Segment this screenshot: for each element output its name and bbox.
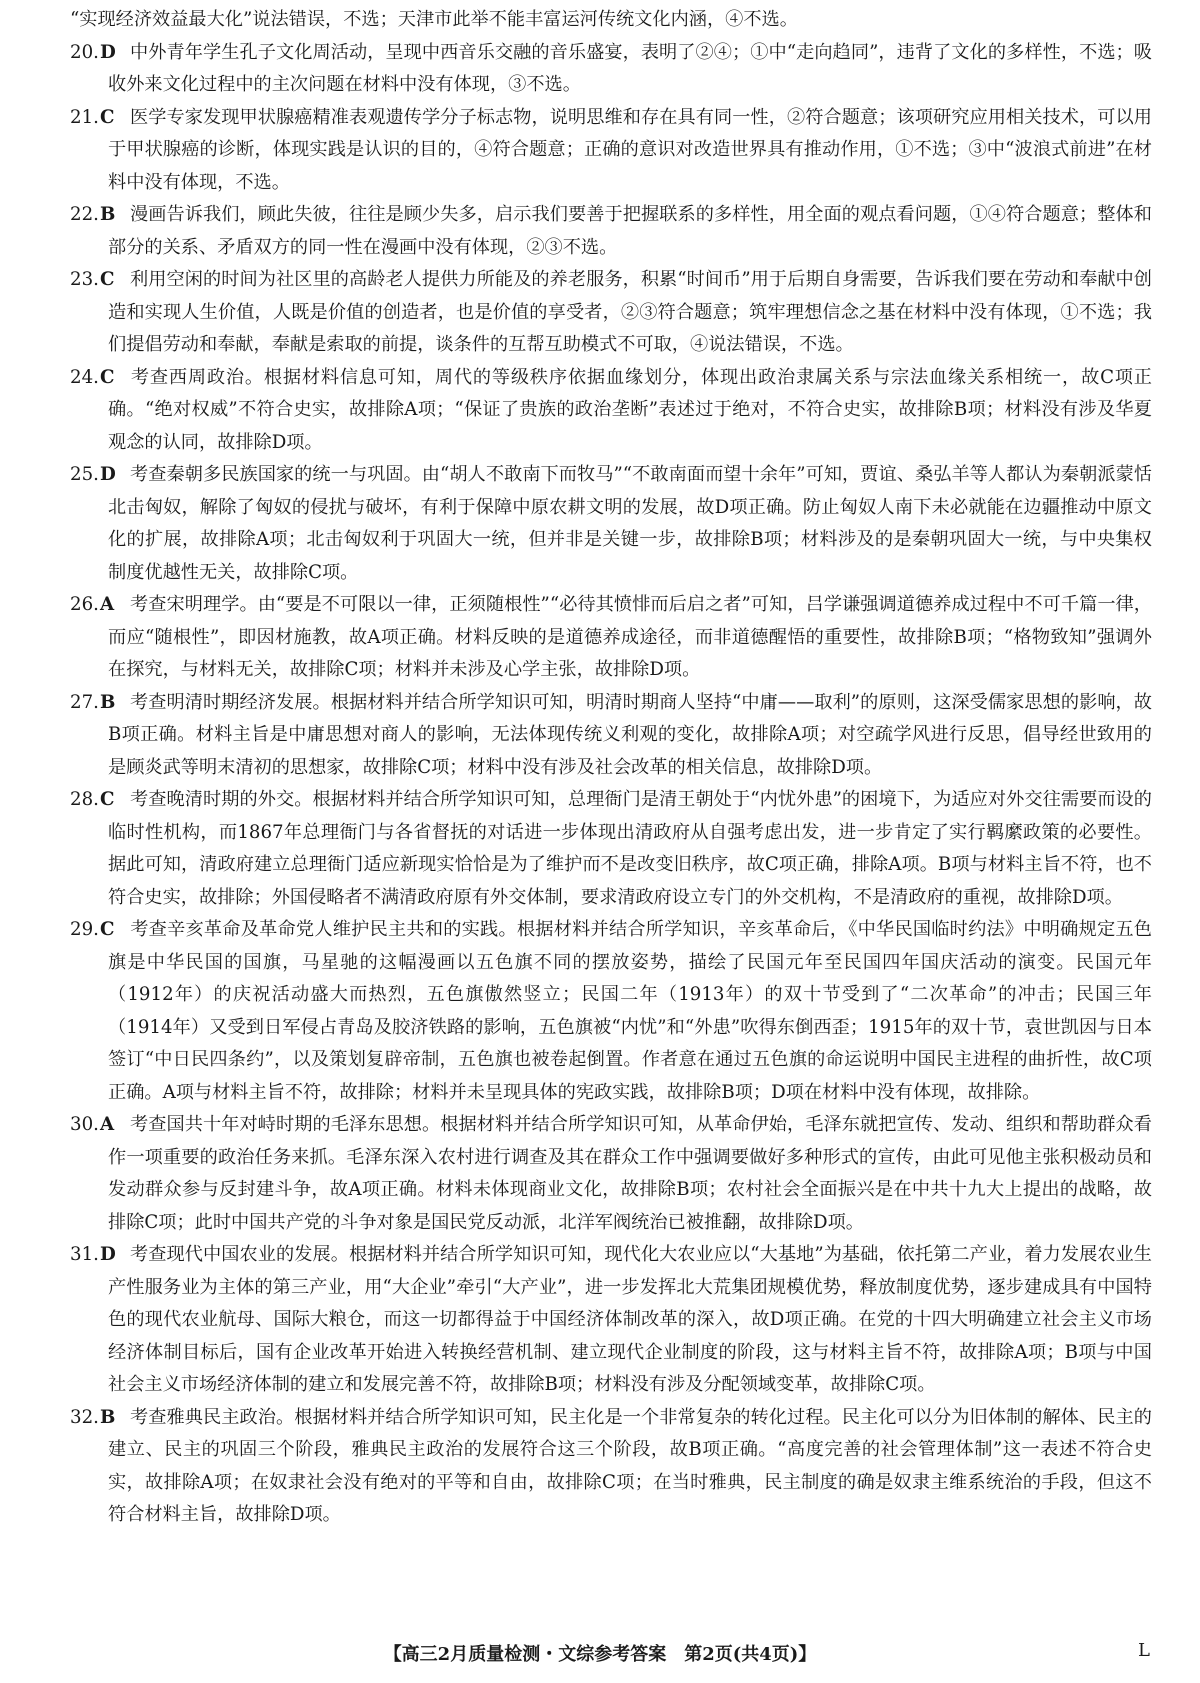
answer-letter: D: [100, 464, 116, 485]
answer-item: [70, 1109, 1152, 1239]
answer-explanation: 考查秦朝多民族国家的统一与巩固。由“胡人不敢南下而牧马”“不敢南面而望十余年”可知，贾谊、桑弘羊等人都认为秦朝派蒙恬北击匈奴，解除了匈奴的侵扰与破坏，有利于保障中原农耕文明的发展，故D项正确。防止匈奴人南下未必就能在边疆推动中原文化的扩展，故排除A项；北击匈奴利于巩固大一统，但并非是关键一步，故排除B项；材料涉及的是秦朝巩固大一统，与中央集权制度优越性无关，故排除C项。: [108, 464, 1152, 583]
answer-letter: A: [100, 594, 115, 615]
answer-item: [70, 1402, 1152, 1532]
question-number: 32.: [70, 1406, 99, 1428]
question-number: 26.: [70, 594, 99, 615]
answer-explanation: 考查国共十年对峙时期的毛泽东思想。根据材料并结合所学知识可知，从革命伊始，毛泽东就把宣传、发动、组织和帮助群众看作一项重要的政治任务来抓。毛泽东深入农村进行调查及其在群众工作中强调要做好多种形式的宣传，由此可见他主张积极动员和发动群众参与反封建斗争，故A项正确。材料未体现商业文化，故排除B项；农村社会全面振兴是在中共十九大上提出的战略，故排除C项；此时中国共产党的斗争对象是国民党反动派，北洋军阀统治已被推翻，故排除D项。: [108, 1114, 1152, 1233]
question-number: 23.: [70, 269, 99, 290]
footer-mark: L: [1138, 1640, 1150, 1661]
answer-letter: D: [100, 1244, 116, 1265]
answer-letter: C: [100, 919, 115, 940]
question-number: 21.: [70, 106, 99, 128]
answer-item: [70, 199, 1152, 264]
answer-list: [70, 37, 1152, 1532]
question-number: 25.: [70, 464, 99, 485]
question-number: 29.: [70, 919, 99, 940]
answer-explanation: 考查宋明理学。由“要是不可限以一律，正须随根性”“必待其愤悱而后启之者”可知，吕学谦强调道德养成过程中不可千篇一律，而应“随根性”，即因材施教，故A项正确。材料反映的是道德养成途径，而非道德醒悟的重要性，故排除B项；“格物致知”强调外在探究，与材料无关，故排除C项；材料并未涉及心学主张，故排除D项。: [108, 594, 1152, 680]
answer-explanation: 考查晚清时期的外交。根据材料并结合所学知识可知，总理衙门是清王朝处于“内忧外患”的困境下，为适应对外交往需要而设的临时性机构，而1867年总理衙门与各省督抚的对话进一步体现出清政府从自强考虑出发，进一步肯定了实行羁縻政策的必要性。据此可知，清政府建立总理衙门适应新现实恰恰是为了维护而不是改变旧秩序，故C项正确，排除A项。B项与材料主旨不符，也不符合史实，故排除；外国侵略者不满清政府原有外交体制，要求清政府设立专门的外交机构，不是清政府的重视，故排除D项。: [108, 789, 1152, 908]
answer-item: [70, 914, 1152, 1109]
answer-letter: C: [100, 366, 115, 388]
answer-explanation: 医学专家发现甲状腺癌精准表观遗传学分子标志物，说明思维和存在具有同一性，②符合题意；该项研究应用相关技术，可以用于甲状腺癌的诊断，体现实践是认识的目的，④符合题意；正确的意识对改造世界具有推动作用，①不选；③中“波浪式前进”在材料中没有体现，不选。: [108, 106, 1152, 193]
answer-explanation: 考查西周政治。根据材料信息可知，周代的等级秩序依据血缘划分，体现出政治隶属关系与宗法血缘关系相统一，故C项正确。“绝对权威”不符合史实，故排除A项；“保证了贵族的政治垄断”表述过于绝对，不符合史实，故排除B项；材料没有涉及华夏观念的认同，故排除D项。: [108, 366, 1152, 453]
answer-item: [70, 459, 1152, 589]
answer-explanation: 考查明清时期经济发展。根据材料并结合所学知识可知，明清时期商人坚持“中庸——取利”的原则，这深受儒家思想的影响，故B项正确。材料主旨是中庸思想对商人的影响，无法体现传统义利观的变化，故排除A项；对空疏学风进行反思，倡导经世致用的是顾炎武等明末清初的思想家，故排除C项；材料中没有涉及社会改革的相关信息，故排除D项。: [108, 691, 1152, 778]
answer-letter: C: [100, 106, 115, 128]
answer-letter: A: [100, 1114, 115, 1135]
question-number: 28.: [70, 789, 99, 810]
answer-explanation: 考查辛亥革命及革命党人维护民主共和的实践。根据材料并结合所学知识，辛亥革命后，《中华民国临时约法》中明确规定五色旗是中华民国的国旗，马星驰的这幅漫画以五色旗不同的摆放姿势，描绘了民国元年至民国四年国庆活动的演变。民国元年（1912年）的庆祝活动盛大而热烈，五色旗傲然竖立；民国二年（1913年）的双十节受到了“二次革命”的冲击；民国三年（1914年）又受到日军侵占青岛及胶济铁路的影响，五色旗被“内忧”和“外患”吹得东倒西歪；1915年的双十节，袁世凯因与日本签订“中日民四条约”，以及策划复辟帝制，五色旗也被卷起倒置。作者意在通过五色旗的命运说明中国民主进程的曲折性，故C项正确。A项与材料主旨不符，故排除；材料并未呈现具体的宪政实践，故排除B项；D项在材料中没有体现，故排除。: [108, 919, 1152, 1103]
answer-item: [70, 1239, 1152, 1402]
answer-letter: B: [100, 204, 116, 225]
answer-letter: B: [100, 691, 116, 713]
answer-item: [70, 362, 1152, 460]
answer-letter: C: [100, 789, 115, 810]
answer-letter: D: [100, 41, 116, 63]
answer-explanation: 考查雅典民主政治。根据材料并结合所学知识可知，民主化是一个非常复杂的转化过程。民主化可以分为旧体制的解体、民主的建立、民主的巩固三个阶段，雅典民主政治的发展符合这三个阶段，故B项正确。“高度完善的社会管理体制”这一表述不符合史实，故排除A项；在奴隶社会没有绝对的平等和自由，故排除C项；在当时雅典，民主制度的确是奴隶主维系统治的手段，但这不符合材料主旨，故排除D项。: [108, 1406, 1152, 1525]
answer-letter: C: [100, 269, 115, 290]
answer-content: [70, 4, 1152, 1532]
answer-item: [70, 102, 1152, 200]
answer-item: [70, 784, 1152, 914]
answer-item: [70, 264, 1152, 362]
question-number: 20.: [70, 41, 99, 63]
question-number: 30.: [70, 1114, 99, 1135]
question-number: 27.: [70, 691, 99, 713]
answer-item: [70, 687, 1152, 785]
question-number: 31.: [70, 1244, 99, 1265]
answer-letter: B: [100, 1406, 116, 1428]
answer-explanation: 中外青年学生孔子文化周活动，呈现中西音乐交融的音乐盛宴，表明了②④；①中“走向趋同”，违背了文化的多样性，不选；吸收外来文化过程中的主次问题在材料中没有体现，③不选。: [108, 41, 1152, 95]
question-number: 24.: [70, 366, 99, 388]
answer-explanation: 考查现代中国农业的发展。根据材料并结合所学知识可知，现代化大农业应以“大基地”为基础，依托第二产业，着力发展农业生产性服务业为主体的第三产业，用“大企业”牵引“大产业”，进一步发挥北大荒集团规模优势，释放制度优势，逐步建成具有中国特色的现代农业航母、国际大粮仓，而这一切都得益于中国经济体制改革的深入，故D项正确。在党的十四大明确建立社会主义市场经济体制目标后，国有企业改革开始进入转换经营机制、建立现代企业制度的阶段，这与材料主旨不符，故排除A项；B项与中国社会主义市场经济体制的建立和发展完善不符，故排除B项；材料没有涉及分配领域变革，故排除C项。: [108, 1244, 1152, 1395]
answer-explanation: 利用空闲的时间为社区里的高龄老人提供力所能及的养老服务，积累“时间币”用于后期自身需要，告诉我们要在劳动和奉献中创造和实现人生价值，人既是价值的创造者，也是价值的享受者，②③符合题意；筑牢理想信念之基在材料中没有体现，①不选；我们提倡劳动和奉献，奉献是索取的前提，谈条件的互帮互助模式不可取，④说法错误，不选。: [108, 269, 1152, 355]
footer-text: 【高三2月质量检测・文综参考答案 第2页(共4页)】: [383, 1644, 817, 1665]
question-number: 22.: [70, 204, 99, 225]
intro-paragraph: “实现经济效益最大化”说法错误，不选；天津市此举不能丰富运河传统文化内涵，④不选。: [70, 9, 798, 30]
answer-item: [70, 37, 1152, 102]
answer-explanation: 漫画告诉我们，顾此失彼，往往是顾少失多，启示我们要善于把握联系的多样性，用全面的观点看问题，①④符合题意；整体和部分的关系、矛盾双方的同一性在漫画中没有体现，②③不选。: [108, 204, 1152, 258]
answer-item: [70, 589, 1152, 687]
